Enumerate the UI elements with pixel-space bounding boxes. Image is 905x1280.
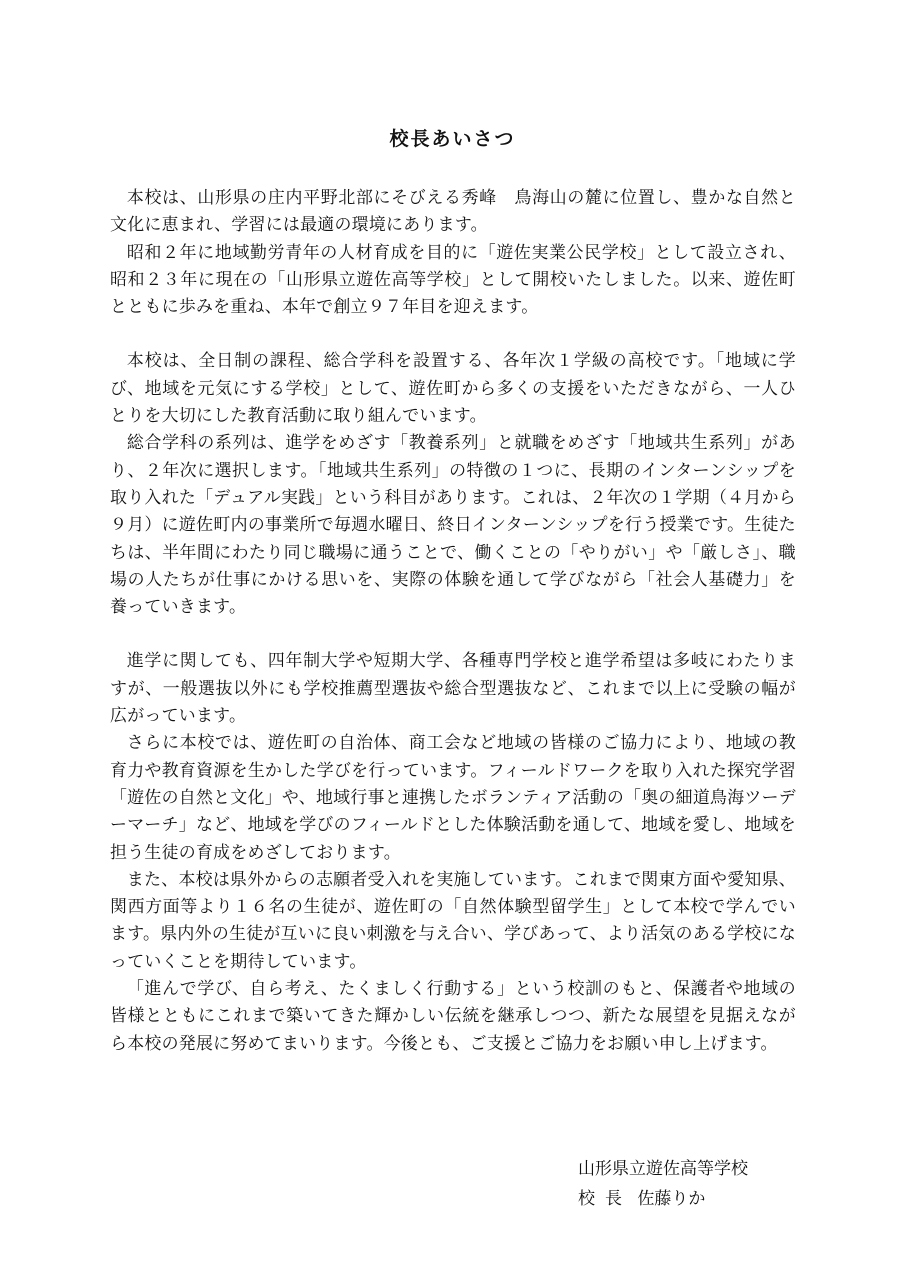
document-body [110, 184, 796, 1057]
paragraph: 昭和２年に地域勤労青年の人材育成を目的に「遊佐実業公民学校」として設立され、昭和２３年に現在の「山形県立遊佐高等学校」として開校いたしました。以来、遊佐町とともに歩みを重ね、本年で創立９７年目を迎えます。 [110, 241, 796, 317]
signature-principal [578, 1184, 838, 1214]
signature-role: 校長 [578, 1189, 632, 1209]
signature-school: 山形県立遊佐高等学校 [578, 1159, 748, 1179]
paragraph: 総合学科の系列は、進学をめざす「教養系列」と就職をめざす「地域共生系列」があり、２年次に選択します。「地域共生系列」の特徴の１つに、長期のインターンシップを取り入れた「デュアル実践」という科目があります。これは、２年次の１学期（４月から９月）に遊佐町内の事業所で毎週水曜日、終日インターンシップを行う授業です。生徒たちは、半年間にわたり同じ職場に通うことで、働くことの「やりがい」や「厳しさ」、職場の人たちが仕事にかける思いを、実際の体験を通して学びながら「社会人基礎力」を養っていきます。 [110, 432, 796, 617]
signature-block [578, 1154, 838, 1214]
paragraph: また、本校は県外からの志願者受入れを実施しています。これまで関東方面や愛知県、関西方面等より１６名の生徒が、遊佐町の「自然体験型留学生」として本校で学んでいます。県内外の生徒が互いに良い刺激を与え合い、学びあって、より活気のある学校になっていくことを期待しています。 [110, 868, 796, 971]
paragraph: 本校は、山形県の庄内平野北部にそびえる秀峰 鳥海山の麓に位置し、豊かな自然と文化に恵まれ、学習には最適の環境にあります。 [110, 187, 796, 235]
page-title: 校長あいさつ [389, 128, 516, 150]
paragraph: 本校は、全日制の課程、総合学科を設置する、各年次１学級の高校です。「地域に学び、地域を元気にする学校」として、遊佐町から多くの支援をいただきながら、一人ひとりを大切にした教育活動に取り組んでいます。 [110, 350, 796, 426]
paragraph: 「進んで学び、自ら考え、たくましく行動する」という校訓のもと、保護者や地域の皆様とともにこれまで築いてきた輝かしい伝統を継承しつつ、新たな展望を見据えながら本校の発展に努めてまいります。今後とも、ご支援とご協力をお願い申し上げます。 [110, 978, 796, 1053]
paragraph: さらに本校では、遊佐町の自治体、商工会など地域の皆様のご協力により、地域の教育力や教育資源を生かした学びを行っています。フィールドワークを取り入れた探究学習「遊佐の自然と文化」や、地域行事と連携したボランティア活動の「奥の細道鳥海ツーデーマーチ」など、地域を学びのフィールドとした体験活動を通して、地域を愛し、地域を担う生徒の育成をめざしております。 [110, 732, 796, 862]
paragraph: 進学に関しても、四年制大学や短期大学、各種専門学校と進学希望は多岐にわたりますが、一般選抜以外にも学校推薦型選抜や総合型選抜など、これまで以上に受験の幅が広がっています。 [110, 650, 796, 726]
signature-name: 佐藤りか [637, 1189, 706, 1209]
